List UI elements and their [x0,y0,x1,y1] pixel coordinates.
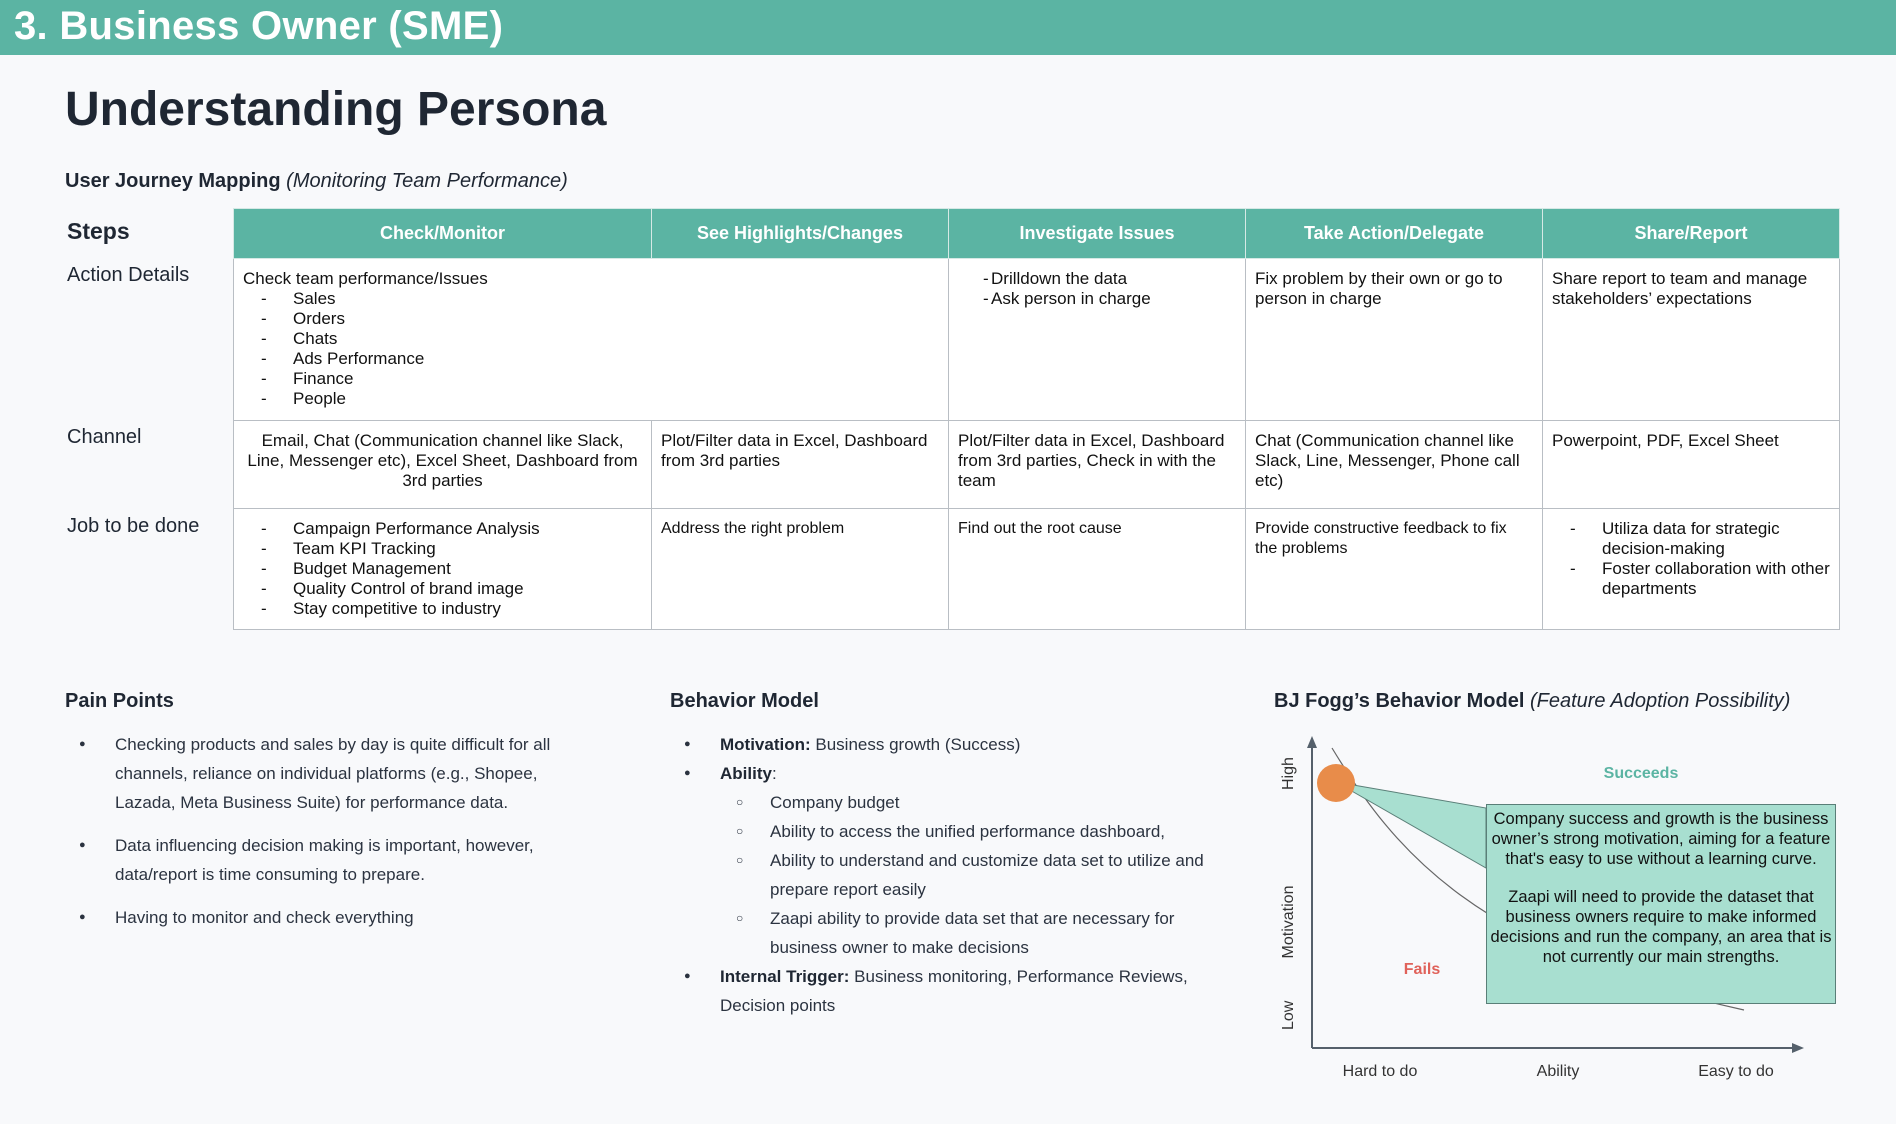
y-axis-arrow [1307,736,1317,748]
cell-action-check [234,259,949,421]
ability-colon: : [771,764,777,783]
header-bar [0,0,1896,55]
column-header: Take Action/Delegate [1246,209,1543,259]
trigger-label: Internal Trigger: [720,967,850,986]
investigate-items-list [958,269,1236,309]
cell-channel-take-action: Chat (Communication channel like Slack, Line, Messenger, Phone call etc) [1246,421,1543,509]
list-item: ● Checking products and sales by day is quite difficult for all channels, reliance on individual platforms (e.g., Shopee, Lazada, Meta Business Suite) for performance data. [65,730,585,817]
page-title: Understanding Persona [65,83,607,136]
section-title: 3. Business Owner (SME) [14,4,504,48]
y-axis-label: Motivation [1280,885,1297,959]
column-header: Investigate Issues [949,209,1246,259]
list-item: ● Having to monitor and check everything [65,903,585,932]
list-item: - Orders [243,309,939,329]
list-item [670,730,1230,759]
y-low-label: Low [1280,1000,1297,1030]
pain-points [65,730,585,946]
list-item: - People [243,389,939,409]
persona-dot [1317,764,1355,802]
steps-label: Steps [67,218,130,244]
column-header: See Highlights/Changes [652,209,949,259]
list-item: ○ Ability to understand and customize data set to utilize and prepare report easily [670,846,1230,904]
pain-points-title: Pain Points [65,690,174,712]
list-item: ● Data influencing decision making is important, however, data/report is time consuming to prepare. [65,831,585,889]
fogg-callout-note [1486,804,1836,1004]
list-item: - Sales [243,289,939,309]
journey-header-row [234,209,1840,259]
fogg-title-italic: (Feature Adoption Possibility) [1529,690,1791,712]
list-item: - Ads Performance [243,349,939,369]
behavior-model [670,730,1230,1020]
job-check-list [243,519,642,619]
x-axis-arrow [1792,1043,1804,1053]
fogg-title-bold: BJ Fogg’s Behavior Model [1274,690,1525,712]
trigger-text: Business monitoring, Performance Reviews, Decision points [720,967,1188,1015]
cell-channel-investigate: Plot/Filter data in Excel, Dashboard from 3rd parties, Check in with the team [949,421,1246,509]
callout-pointer [1336,782,1486,868]
cell-action-take-action: Fix problem by their own or go to person in charge [1246,259,1543,421]
x-axis-label: Ability [1536,1063,1580,1080]
list-item [670,962,1230,1020]
list-item: - Budget Management [243,559,642,579]
ability-label: Ability [720,764,772,783]
list-item: - Finance [243,369,939,389]
job-share-list [1552,519,1830,599]
column-header: Check/Monitor [234,209,652,259]
cell-action-share: Share report to team and manage stakeholders’ expectations [1543,259,1840,421]
cell-job-highlights: Address the right problem [652,509,949,630]
succeeds-label: Succeeds [1603,765,1679,782]
list-item: ○ Company budget [670,788,1230,817]
table-row-action [234,259,1840,421]
journey-heading-bold: User Journey Mapping [65,170,281,192]
list-item: - Quality Control of brand image [243,579,642,599]
journey-heading-italic: (Monitoring Team Performance) [286,170,568,192]
cell-channel-highlights: Plot/Filter data in Excel, Dashboard from 3rd parties [652,421,949,509]
list-item: - Ask person in charge [958,289,1236,309]
cell-job-take-action: Provide constructive feedback to fix the problems [1246,509,1543,630]
behavior-model-title: Behavior Model [670,690,819,712]
x-left-label: Hard to do [1342,1063,1418,1080]
table-row-channel [234,421,1840,509]
cell-action-investigate [949,259,1246,421]
list-item: - Chats [243,329,939,349]
fogg-title [1274,690,1790,713]
list-item: ○ Ability to access the unified performance dashboard, [670,817,1230,846]
table-row-job [234,509,1840,630]
check-items-list [243,289,939,409]
list-item: ○ Zaapi ability to provide data set that are necessary for business owner to make decisions [670,904,1230,962]
fails-label: Fails [1403,961,1441,978]
list-item: - Utiliza data for strategic decision-making [1552,519,1830,559]
cell-channel-share: Powerpoint, PDF, Excel Sheet [1543,421,1840,509]
y-high-label: High [1280,757,1297,790]
callout-paragraph: Company success and growth is the business owner’s strong motivation, aiming for a feature that's easy to use without a learning curve. [1491,810,1831,868]
journey-heading [65,170,568,193]
cell-job-share [1543,509,1840,630]
x-right-label: Easy to do [1698,1063,1774,1080]
list-item: - Team KPI Tracking [243,539,642,559]
list-item [670,759,1230,962]
callout-paragraph: Zaapi will need to provide the dataset that business owners require to make informed decisions and run the company, an area that is not currently our main strengths. [1490,888,1832,966]
cell-job-check [234,509,652,630]
motivation-text: Business growth (Success) [815,735,1021,754]
motivation-label: Motivation: [720,735,811,754]
row-label-action: Action Details [67,264,190,286]
cell-channel-check: Email, Chat (Communication channel like Slack, Line, Messenger etc), Excel Sheet, Dashboard from 3rd parties [234,421,652,509]
list-item: - Stay competitive to industry [243,599,642,619]
cell-job-investigate: Find out the root cause [949,509,1246,630]
check-intro: Check team performance/Issues [243,269,488,288]
row-label-job: Job to be done [67,515,200,537]
row-label-channel: Channel [67,426,142,448]
journey-table [233,208,1840,630]
list-item: - Drilldown the data [958,269,1236,289]
list-item: - Foster collaboration with other departments [1552,559,1830,599]
list-item: - Campaign Performance Analysis [243,519,642,539]
column-header: Share/Report [1543,209,1840,259]
